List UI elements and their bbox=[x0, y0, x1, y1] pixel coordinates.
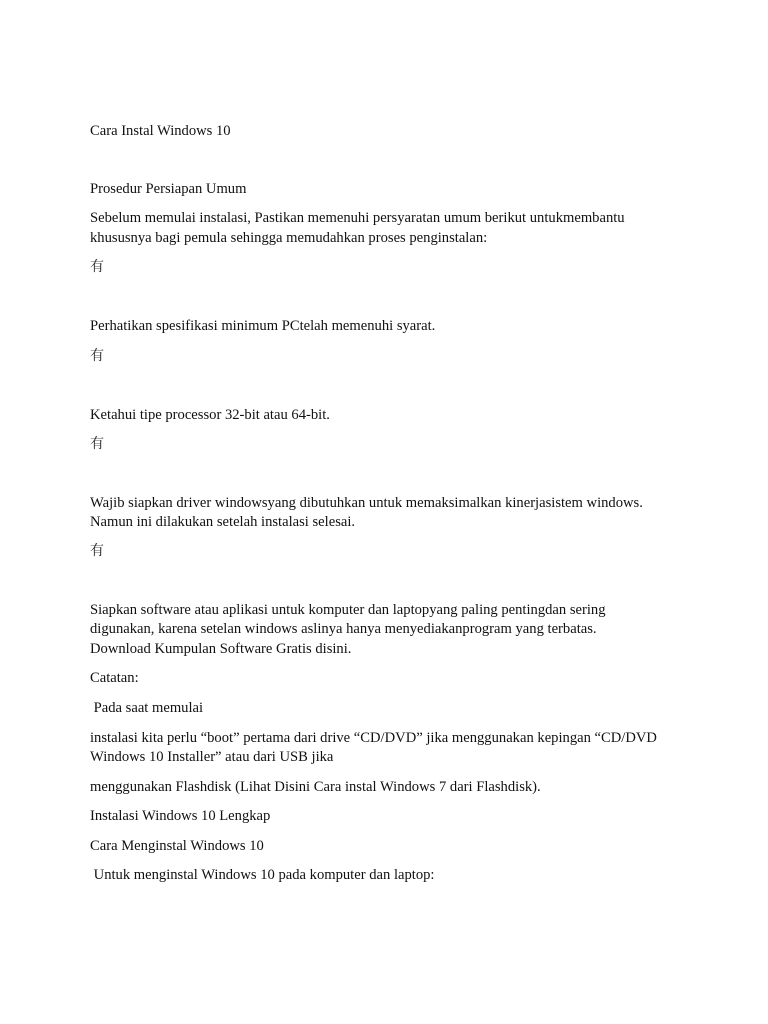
note-label: Catatan: bbox=[90, 670, 139, 686]
requirement-item-3-line-2: Namun ini dilakukan setelah instalasi selesai. bbox=[90, 514, 356, 530]
closing-line: Untuk menginstal Windows 10 pada komputer dan laptop: bbox=[90, 867, 435, 883]
bullet-glyph-icon: 有 bbox=[90, 543, 104, 559]
requirement-item-4-line-2: digunakan, karena setelan windows aslinya hanya menyediakanprogram yang terbatas. bbox=[90, 621, 597, 637]
requirement-item-1: Perhatikan spesifikasi minimum PCtelah memenuhi syarat. bbox=[90, 318, 436, 334]
bullet-glyph-icon: 有 bbox=[90, 436, 104, 452]
section-heading: Prosedur Persiapan Umum bbox=[90, 181, 247, 197]
requirement-item-4-line-1: Siapkan software atau aplikasi untuk komputer dan laptopyang paling pentingdan sering bbox=[90, 602, 606, 618]
note-line-3: menggunakan Flashdisk (Lihat Disini Cara instal Windows 7 dari Flashdisk). bbox=[90, 779, 541, 795]
document-title: Cara Instal Windows 10 bbox=[90, 123, 231, 139]
intro-paragraph-line-1: Sebelum memulai instalasi, Pastikan memenuhi persyaratan umum berikut untukmembantu bbox=[90, 210, 625, 226]
requirement-item-2: Ketahui tipe processor 32-bit atau 64-bit. bbox=[90, 407, 330, 423]
note-start: Pada saat memulai bbox=[90, 700, 204, 716]
requirement-item-3-line-1: Wajib siapkan driver windowsyang dibutuhkan untuk memaksimalkan kinerjasistem windows. bbox=[90, 495, 643, 511]
bullet-glyph-icon: 有 bbox=[90, 348, 104, 364]
intro-paragraph-line-2: khususnya bagi pemula sehingga memudahkan proses penginstalan: bbox=[90, 230, 488, 246]
note-line-1: instalasi kita perlu “boot” pertama dari drive “CD/DVD” jika menggunakan kepingan “CD/DVD bbox=[90, 730, 657, 746]
bullet-glyph-icon: 有 bbox=[90, 259, 104, 275]
note-line-2: Windows 10 Installer” atau dari USB jika bbox=[90, 749, 334, 765]
heading-cara-menginstal: Cara Menginstal Windows 10 bbox=[90, 838, 264, 854]
heading-instalasi-lengkap: Instalasi Windows 10 Lengkap bbox=[90, 808, 271, 824]
requirement-item-4-line-3: Download Kumpulan Software Gratis disini. bbox=[90, 641, 352, 657]
